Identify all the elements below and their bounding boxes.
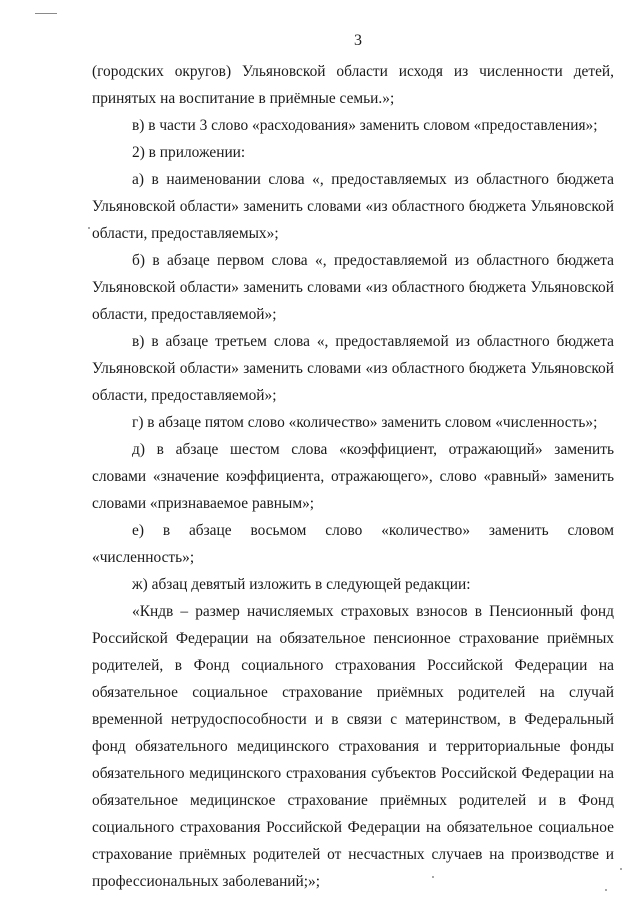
scan-mark: [35, 13, 57, 14]
page-number: 3: [354, 32, 362, 49]
scan-speck: [620, 868, 622, 870]
paragraph: д) в абзаце шестом слова «коэффициент, отражающий» заменить словами «значение коэффициента, отражающего», слово «равный» заменить словами «признаваемое равным»;: [92, 441, 614, 512]
paragraph: г) в абзаце пятом слово «количество» заменить словом «численность»;: [132, 414, 598, 431]
paragraph: в) в части 3 слово «расходования» заменить словом «предоставления»;: [132, 117, 598, 134]
paragraph: а) в наименовании слова «, предоставляемых из областного бюджета Ульяновской области» заменить словами «из областного бюджета Ульяновской области, предоставляемых»;: [92, 171, 614, 242]
paragraph: «Кндв – размер начисляемых страховых взносов в Пенсионный фонд Российской Федерации на обязательное пенсионное страхование приёмных родителей, в Фонд социального страхования Российской Федерации на обязательное социальное страхование приёмных родителей на случай временной нетрудоспособности и в связи с материнством, в Федеральный фонд обязательного медицинского страхования и территориальные фонды обязательного медицинского страхования субъектов Российской Федерации на обязательное медицинское страхование приёмных родителей и в Фонд социального страхования Российской Федерации на обязательное социальное страхование приёмных родителей от несчастных случаев на производстве и профессиональных заболеваний;»;: [92, 603, 614, 890]
paragraph: е) в абзаце восьмом слово «количество» заменить словом «численность»;: [92, 522, 614, 566]
scan-speck: [88, 227, 90, 229]
document-body: [92, 58, 614, 895]
paragraph: в) в абзаце третьем слова «, предоставляемой из областного бюджета Ульяновской области» заменить словами «из областного бюджета Ульяновской области, предоставляемой»;: [92, 333, 614, 404]
paragraph: ж) абзац девятый изложить в следующей редакции:: [132, 576, 471, 593]
paragraph: б) в абзаце первом слова «, предоставляемой из областного бюджета Ульяновской области» заменить словами «из областного бюджета Ульяновской области, предоставляемой»;: [92, 252, 614, 323]
paragraph: (городских округов) Ульяновской области исходя из численности детей, принятых на воспитание в приёмные семьи.»;: [92, 63, 614, 107]
paragraph: 2) в приложении:: [132, 144, 246, 161]
